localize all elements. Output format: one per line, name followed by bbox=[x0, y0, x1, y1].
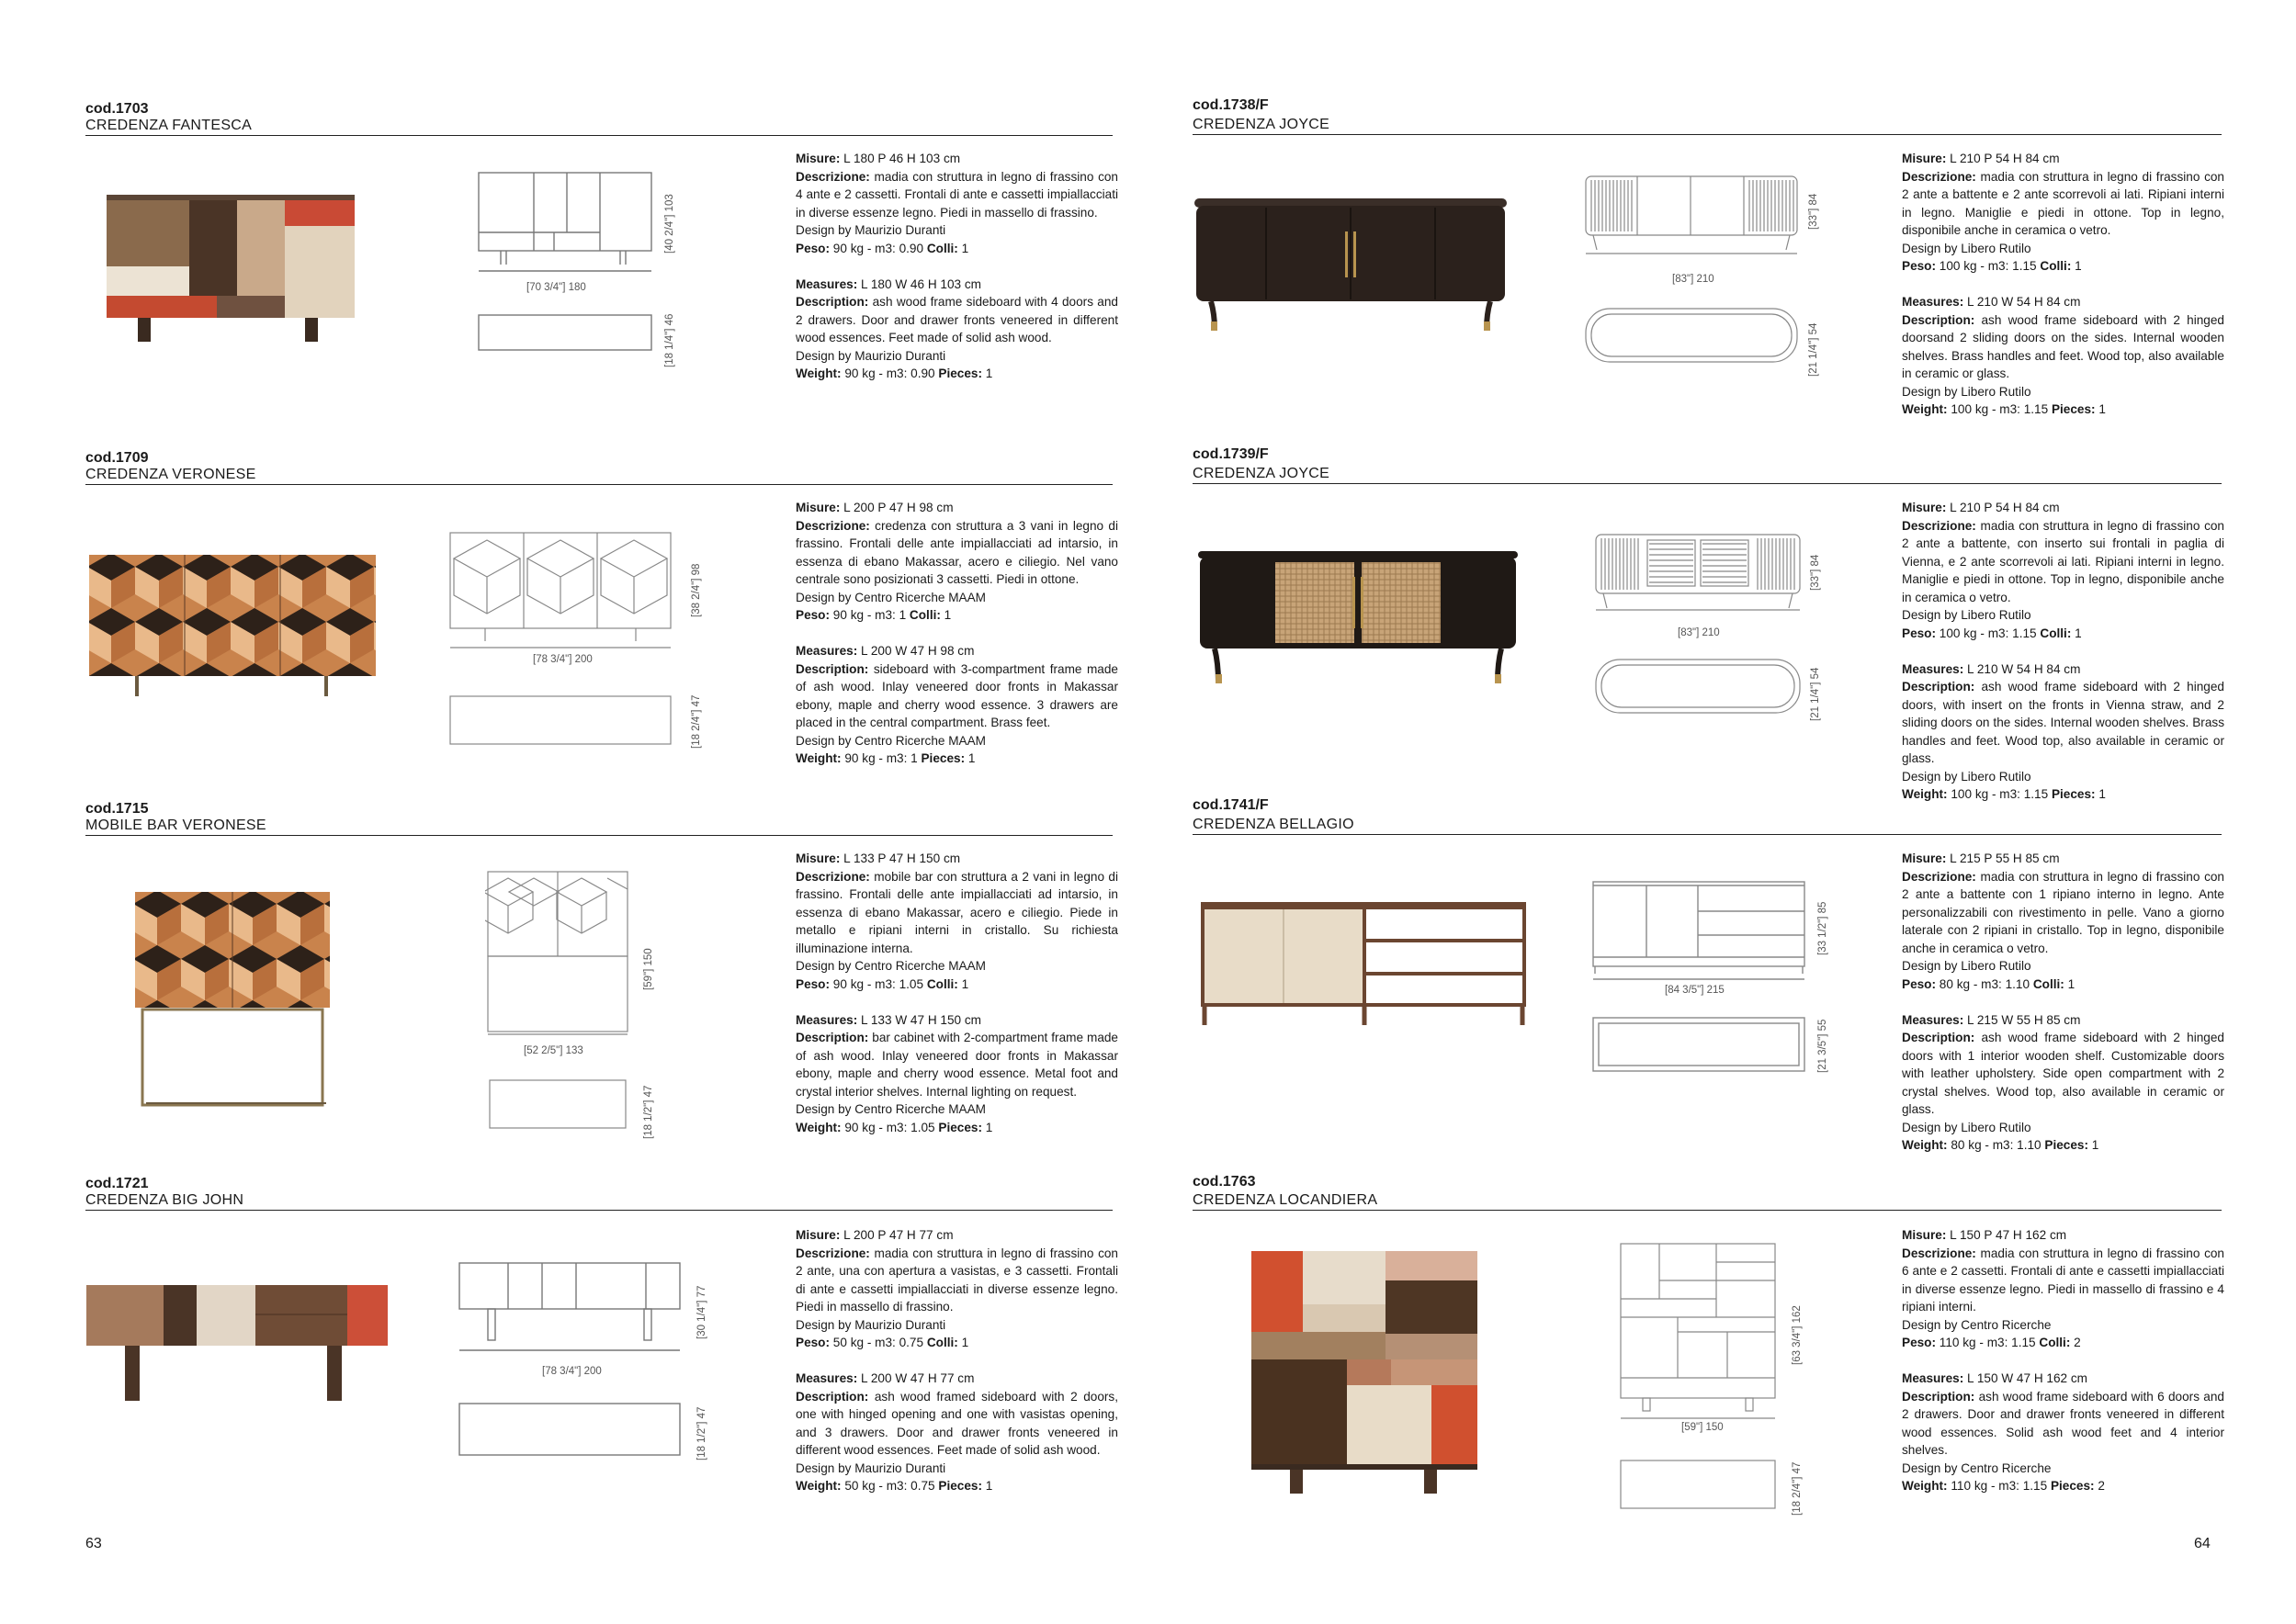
product-name: CREDENZA BELLAGIO bbox=[1193, 817, 1354, 832]
product-name: CREDENZA JOYCE bbox=[1193, 117, 1330, 132]
product-name: CREDENZA FANTESCA bbox=[85, 118, 253, 133]
technical-drawing-1709 bbox=[448, 531, 680, 751]
product-photo-1763 bbox=[1250, 1249, 1479, 1495]
technical-drawing-1763 bbox=[1617, 1240, 1782, 1516]
product-name: CREDENZA LOCANDIERA bbox=[1193, 1192, 1378, 1208]
product-code: cod.1715 bbox=[85, 801, 149, 817]
product-name: CREDENZA VERONESE bbox=[85, 467, 256, 482]
section-divider bbox=[1193, 483, 2222, 484]
dimension-height: [38 2/4"] 98 bbox=[691, 563, 702, 617]
dimension-width: [83"] 210 bbox=[1678, 627, 1720, 638]
dimension-width: [84 3/5"] 215 bbox=[1665, 985, 1725, 996]
dimension-depth: [18 1/2"] 47 bbox=[696, 1406, 707, 1460]
dimension-depth: [21 1/4"] 54 bbox=[1808, 322, 1819, 377]
dimension-width: [52 2/5"] 133 bbox=[524, 1045, 583, 1056]
dimension-height: [30 1/4"] 77 bbox=[696, 1285, 707, 1339]
section-divider bbox=[1193, 834, 2222, 835]
dimension-height: [63 3/4"] 162 bbox=[1792, 1305, 1803, 1365]
dimension-width: [70 3/4"] 180 bbox=[526, 282, 586, 293]
description-1741F: Misure: L 215 P 55 H 85 cm Descrizione: madia con struttura in legno di frassino con 2 ante a battente con 1 ripiano interno in legno. Ante personalizzabili con rivestimento in pelle. Vano a giorno laterale con 2 ripiani in cristallo. Top in legno, disponibile anche in ceramica o vetro. Design by Libero Rutilo Peso: 80 kg - m3: 1.10 Colli: 1 Measures: L 215 W 55 H 85 cm Description: ash wood frame sideboard with 2 hinged doors with 1 interior wooden shelf. Customizable doors with leather upholstery. Side open compartment with 2 crystal shelves. Wood top, also available in ceramic or glass. Design by Libero Rutilo Weight: 80 kg - m3: 1.10 Pieces: 1 bbox=[1902, 851, 2224, 1152]
dimension-width: [59"] 150 bbox=[1681, 1422, 1724, 1433]
dimension-height: [33 1/2"] 85 bbox=[1817, 901, 1828, 955]
product-code: cod.1738/F bbox=[1193, 97, 1269, 113]
description-1721: Misure: L 200 P 47 H 77 cm Descrizione: madia con struttura in legno di frassino con 2 ante, una con apertura a vasistas, e 3 cassetti. Frontali di ante e cassetti impiallacciati in diverse essenze legno. Piedi in massello di frassino. Design by Maurizio Duranti Peso: 50 kg - m3: 0.75 Colli: 1 Measures: L 200 W 47 H 77 cm Description: ash wood framed sideboard with 2 doors, one with hinged opening and one with vasistas opening, and 3 drawers. Door and drawer fronts veneered in different wood essences. Feet made of solid ash wood. Design by Maurizio Duranti Weight: 50 kg - m3: 0.75 Pieces: 1 bbox=[796, 1228, 1118, 1493]
dimension-width: [83"] 210 bbox=[1672, 274, 1714, 285]
product-code: cod.1741/F bbox=[1193, 797, 1269, 813]
page-number-right: 64 bbox=[2194, 1536, 2211, 1551]
product-photo-1703 bbox=[103, 191, 358, 345]
dimension-width: [78 3/4"] 200 bbox=[533, 654, 593, 665]
product-photo-1738F bbox=[1193, 195, 1509, 333]
technical-drawing-1715 bbox=[485, 867, 632, 1133]
section-divider bbox=[85, 1210, 1113, 1211]
dimension-height: [33"] 84 bbox=[1810, 554, 1821, 591]
product-code: cod.1739/F bbox=[1193, 446, 1269, 462]
product-code: cod.1721 bbox=[85, 1176, 149, 1191]
product-photo-1741F bbox=[1199, 900, 1528, 1029]
description-1703: Misure: L 180 P 46 H 103 cm Descrizione: madia con struttura in legno di frassino con 4 ante e 2 cassetti. Frontali di ante e cassetti impiallacciati in diverse essenze legno. Piedi in massello di frassino. Design by Maurizio Duranti Peso: 90 kg - m3: 0.90 Colli: 1 Measures: L 180 W 46 H 103 cm Description: ash wood frame sideboard with 4 doors and 2 drawers. Door and drawer fronts veneered in different wood essences. Feet made of solid ash wood. Design by Maurizio Duranti Weight: 90 kg - m3: 0.90 Pieces: 1 bbox=[796, 152, 1118, 380]
section-divider bbox=[85, 484, 1113, 485]
dimension-height: [59"] 150 bbox=[643, 948, 654, 990]
dimension-height: [33"] 84 bbox=[1808, 193, 1819, 230]
dimension-height: [40 2/4"] 103 bbox=[664, 194, 675, 254]
dimension-depth: [18 1/2"] 47 bbox=[643, 1085, 654, 1139]
product-name: MOBILE BAR VERONESE bbox=[85, 818, 266, 833]
product-photo-1739F bbox=[1194, 549, 1521, 687]
dimension-depth: [21 3/5"] 55 bbox=[1817, 1019, 1828, 1073]
description-1739F: Misure: L 210 P 54 H 84 cm Descrizione: madia con struttura in legno di frassino con 2 ante a battente, con inserto sui frontali in paglia di Vienna, e 2 ante scorrevoli ai lati. Ripiani interni in legno. Maniglie e piedi in ottone. Top in legno, disponibile anche in ceramica o vetro. Design by Libero Rutilo Peso: 100 kg - m3: 1.15 Colli: 1 Measures: L 210 W 54 H 84 cm Description: ash wood frame sideboard with 2 hinged doors, with insert on the fronts in Vienna straw, and 2 sliding doors on the sides. Internal wooden shelves. Brass handles and feet. Wood top, also available in ceramic or glass. Design by Libero Rutilo Weight: 100 kg - m3: 1.15 Pieces: 1 bbox=[1902, 501, 2224, 801]
product-code: cod.1709 bbox=[85, 450, 149, 466]
dimension-depth: [18 1/4"] 46 bbox=[664, 313, 675, 367]
description-1738F: Misure: L 210 P 54 H 84 cm Descrizione: madia con struttura in legno di frassino con 2 ante a battente e 2 ante scorrevoli ai lati. Ripiani interni in legno. Maniglie e piedi in ottone. Top in legno, disponibile anche in ceramica o vetro. Design by Libero Rutilo Peso: 100 kg - m3: 1.15 Colli: 1 Measures: L 210 W 54 H 84 cm Description: ash wood frame sideboard with 2 hinged doorsand 2 sliding doors on the sides. Internal wooden shelves. Brass handles and feet. Wood top, also available in ceramic or glass. Design by Libero Rutilo Weight: 100 kg - m3: 1.15 Pieces: 1 bbox=[1902, 152, 2224, 416]
section-divider bbox=[85, 135, 1113, 136]
product-name: CREDENZA JOYCE bbox=[1193, 466, 1330, 481]
product-photo-1715 bbox=[133, 890, 334, 1109]
product-code: cod.1703 bbox=[85, 101, 149, 117]
section-divider bbox=[1193, 134, 2222, 135]
technical-drawing-1703 bbox=[473, 168, 657, 352]
product-name: CREDENZA BIG JOHN bbox=[85, 1192, 244, 1208]
technical-drawing-1721 bbox=[455, 1258, 684, 1460]
description-1763: Misure: L 150 P 47 H 162 cm Descrizione: madia con struttura in legno di frassino con 6 ante e 2 cassetti. Frontali di ante e cassetti impiallacciati in diverse essenze legno. Piedi in massello di frassino e 4 ripiani interni. Design by Centro Ricerche Peso: 110 kg - m3: 1.15 Colli: 2 Measures: L 150 W 47 H 162 cm Description: ash wood frame sideboard with 6 doors and 2 drawers. Door and drawer fronts veneered in different wood essences. Solid ash wood feet and 4 interior shelves. Design by Centro Ricerche Weight: 110 kg - m3: 1.15 Pieces: 2 bbox=[1902, 1228, 2224, 1493]
dimension-width: [78 3/4"] 200 bbox=[542, 1366, 602, 1377]
product-photo-1709 bbox=[87, 553, 378, 698]
description-1715: Misure: L 133 P 47 H 150 cm Descrizione: mobile bar con struttura a 2 vani in legno di frassino. Frontali delle ante impiallacciati ad intarsio, in essenza di ebano Makassar, acero e ciliegio. Piede in metallo e ripiani interni in cristallo. Su richiesta illuminazione interna. Design by Centro Ricerche MAAM Peso: 90 kg - m3: 1.05 Colli: 1 Measures: L 133 W 47 H 150 cm Description: bar cabinet with 2-compartment frame made of ash wood. Inlay veneered door fronts in Makassar ebony, maple and cherry wood essence. Metal foot and crystal interior shelves. Internal lighting on request. Design by Centro Ricerche MAAM Weight: 90 kg - m3: 1.05 Pieces: 1 bbox=[796, 851, 1118, 1134]
dimension-depth: [21 1/4"] 54 bbox=[1810, 667, 1821, 721]
description-1709: Misure: L 200 P 47 H 98 cm Descrizione: credenza con struttura a 3 vani in legno di frassino. Frontali delle ante impiallacciati ad intarsio, in essenza di ebano Makassar, acero e ciliegio. Nel vano centrale sono posizionati 3 cassetti. Piedi in ottone. Design by Centro Ricerche MAAM Peso: 90 kg - m3: 1 Colli: 1 Measures: L 200 W 47 H 98 cm Description: sideboard with 3-compartment frame made of ash wood. Inlay veneered door fronts in Makassar ebony, maple and cherry wood essence. 3 drawers are placed in the central compartment. Brass feet. Design by Centro Ricerche MAAM Weight: 90 kg - m3: 1 Pieces: 1 bbox=[796, 501, 1118, 765]
section-divider bbox=[85, 835, 1113, 836]
technical-drawing-1741F bbox=[1589, 878, 1810, 1080]
dimension-depth: [18 2/4"] 47 bbox=[1792, 1461, 1803, 1516]
page-number-left: 63 bbox=[85, 1536, 102, 1551]
product-photo-1721 bbox=[85, 1283, 390, 1404]
product-code: cod.1763 bbox=[1193, 1174, 1256, 1190]
section-divider bbox=[1193, 1210, 2222, 1211]
dimension-depth: [18 2/4"] 47 bbox=[691, 694, 702, 749]
